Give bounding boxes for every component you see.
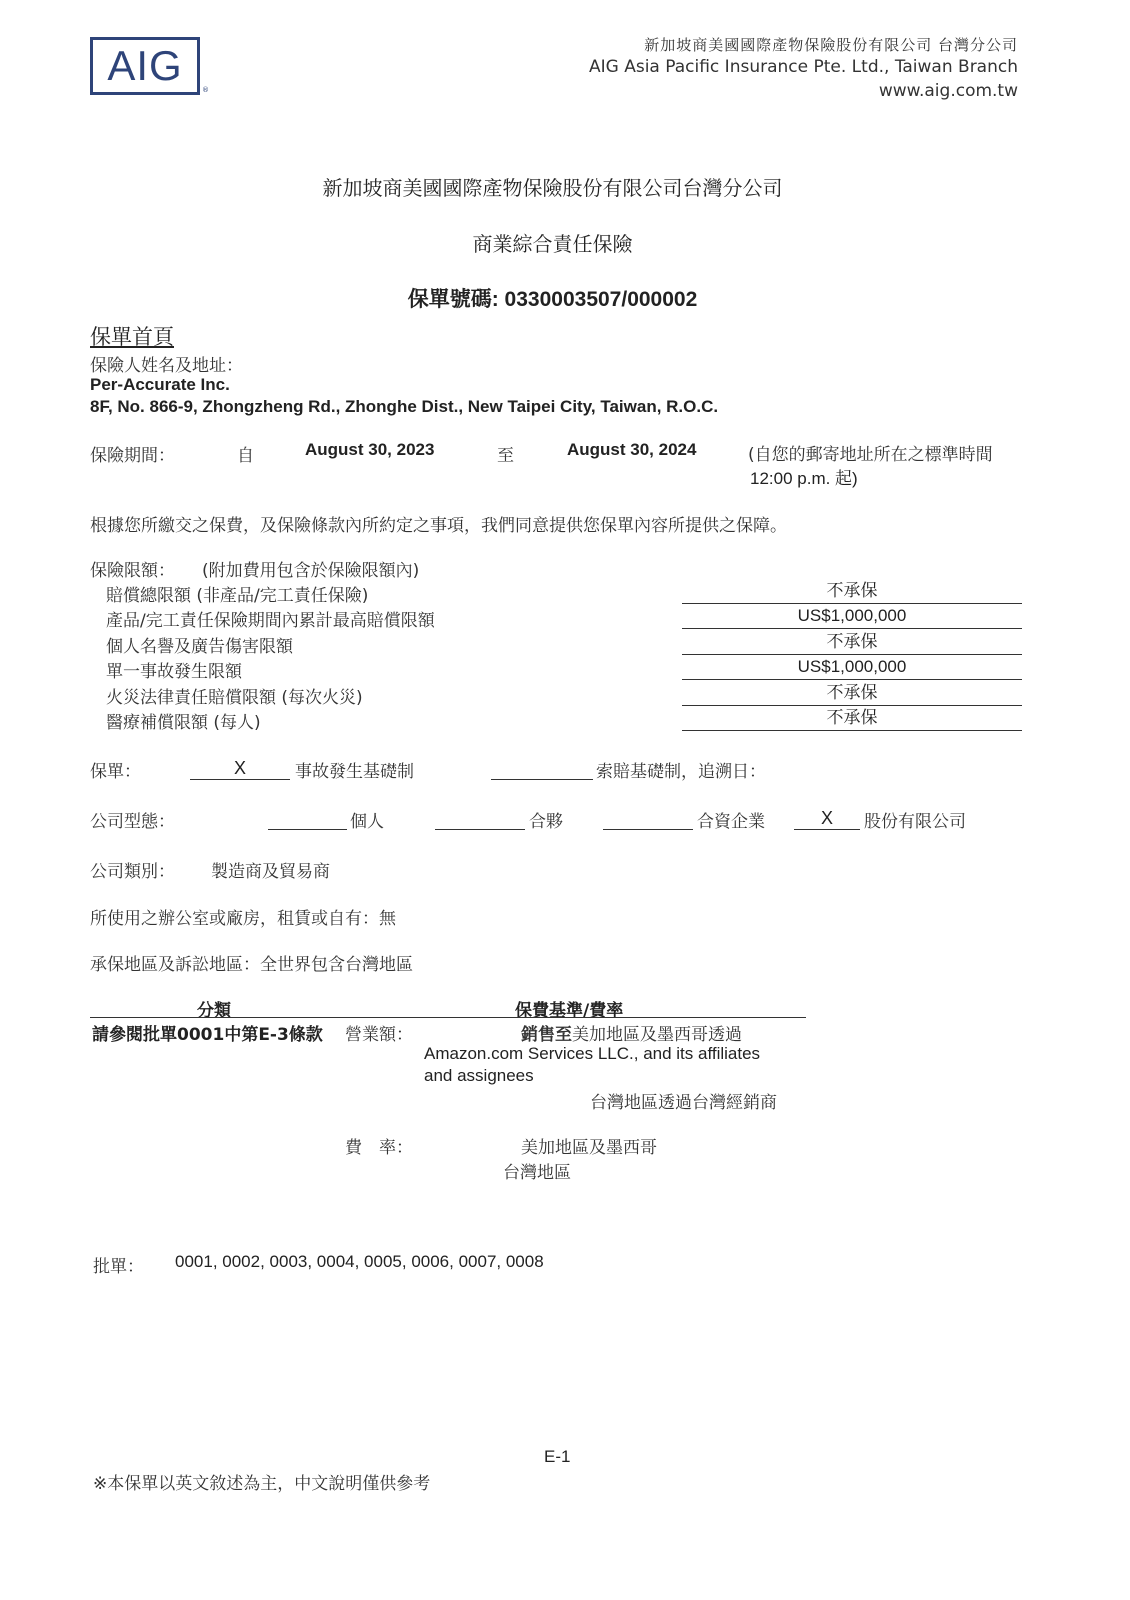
limit-label-fire-legal: 火災法律責任賠償限額 (每次火災) xyxy=(106,688,363,708)
period-label: 保險期間： xyxy=(90,446,175,466)
company-type-corporation: 股份有限公司 xyxy=(864,812,966,832)
insured-label: 保險人姓名及地址： xyxy=(90,356,243,376)
limit-value-each-occurrence: US$1,000,000 xyxy=(682,656,1022,680)
aig-logo xyxy=(90,37,200,95)
endorsements-label: 批單： xyxy=(93,1257,144,1277)
classification-header: 分類 xyxy=(197,1001,231,1021)
company-type-mark-individual xyxy=(268,807,347,830)
period-note-line2: 12:00 p.m. 起) xyxy=(750,469,858,488)
insured-name: Per-Accurate Inc. xyxy=(90,375,230,394)
limit-label-medical-expense: 醫療補償限額 (每人) xyxy=(106,713,261,733)
company-type-partnership: 合夥 xyxy=(529,812,563,832)
premises-text: 所使用之辦公室或廠房，租賃或自有：無 xyxy=(90,909,396,929)
claims-made-label: 索賠基礎制，追溯日： xyxy=(596,762,766,782)
header-website: www.aig.com.tw xyxy=(878,81,1018,101)
limit-label-each-occurrence: 單一事故發生限額 xyxy=(106,662,242,682)
sales-rest: 美加地區及墨西哥透過 xyxy=(572,1025,742,1045)
insured-address: 8F, No. 866-9, Zhongzheng Rd., Zhonghe Dist., New Taipei City, Taiwan, R.O.C. xyxy=(90,397,719,416)
company-type-label: 公司型態： xyxy=(90,812,175,832)
sales-destination xyxy=(521,1020,742,1045)
footer-note: ※本保單以英文敘述為主，中文說明僅供參考 xyxy=(93,1474,431,1494)
amazon-line1: Amazon.com Services LLC., and its affiliates xyxy=(424,1044,761,1063)
policy-number: 保單號碼: 0330003507/000002 xyxy=(407,288,698,311)
limit-label-products-aggregate: 產品/完工責任保險期間內累計最高賠償限額 xyxy=(106,611,435,631)
amazon-line2: and assignees xyxy=(424,1066,534,1085)
limit-value-general-aggregate: 不承保 xyxy=(682,580,1022,604)
period-note-line1: (自您的郵寄地址所在之標準時間 xyxy=(748,445,993,465)
period-from-label: 自 xyxy=(237,446,254,466)
territory-text: 承保地區及訴訟地區：全世界包含台灣地區 xyxy=(90,955,413,975)
policy-basis-label: 保單： xyxy=(90,762,141,782)
company-category-value: 製造商及貿易商 xyxy=(211,862,330,882)
limit-value-personal-advertising: 不承保 xyxy=(682,631,1022,655)
period-from-date: August 30, 2023 xyxy=(305,440,435,459)
limit-label-general-aggregate: 賠償總限額 (非產品/完工責任保險) xyxy=(106,586,369,606)
claims-made-mark xyxy=(491,757,593,780)
limits-note: (附加費用包含於保險限額內) xyxy=(202,561,420,581)
product-title: 商業綜合責任保險 xyxy=(472,232,633,256)
company-type-individual: 個人 xyxy=(350,812,384,832)
limit-value-medical-expense: 不承保 xyxy=(682,707,1022,731)
company-type-mark-partnership xyxy=(435,807,525,830)
limit-value-products-aggregate: US$1,000,000 xyxy=(682,605,1022,629)
rate-label: 費 率： xyxy=(345,1138,413,1158)
agreement-text: 根據您所繳交之保費，及保險條款內所約定之事項，我們同意提供您保單內容所提供之保障。 xyxy=(90,516,787,536)
table-header-rule xyxy=(90,1017,806,1018)
company-category-label: 公司類別： xyxy=(90,862,175,882)
limit-label-personal-advertising: 個人名譽及廣告傷害限額 xyxy=(106,637,293,657)
occurrence-mark: X xyxy=(190,757,290,780)
premium-basis-header: 保費基準/費率 xyxy=(515,1001,624,1021)
revenue-label: 營業額： xyxy=(345,1025,413,1045)
limit-value-fire-legal: 不承保 xyxy=(682,682,1022,706)
company-type-mark-corporation: X xyxy=(794,807,860,830)
taiwan-distributor: 台灣地區透過台灣經銷商 xyxy=(590,1093,777,1113)
classification-reference: 請參閱批單0001中第E-3條款 xyxy=(92,1025,323,1045)
company-type-joint-venture: 合資企業 xyxy=(697,812,765,832)
header-company-cn: 新加坡商美國國際產物保險股份有限公司 台灣分公司 xyxy=(644,36,1018,54)
company-type-mark-joint-venture xyxy=(603,807,693,830)
company-title: 新加坡商美國國際產物保險股份有限公司台灣分公司 xyxy=(322,176,783,200)
limits-label: 保險限額： xyxy=(90,561,175,581)
registered-mark: ® xyxy=(202,86,209,94)
section-heading: 保單首頁 xyxy=(90,325,174,349)
period-to-label: 至 xyxy=(497,446,514,466)
rate-line1: 美加地區及墨西哥 xyxy=(521,1138,657,1158)
page-number: E-1 xyxy=(544,1447,571,1466)
occurrence-label: 事故發生基礎制 xyxy=(295,762,414,782)
logo-text: AIG xyxy=(107,42,183,89)
header-company-en: AIG Asia Pacific Insurance Pte. Ltd., Taiwan Branch xyxy=(589,57,1018,77)
rate-line2: 台灣地區 xyxy=(503,1163,571,1183)
period-to-date: August 30, 2024 xyxy=(567,440,697,459)
sales-bold: 銷售至 xyxy=(521,1025,572,1045)
endorsements-value: 0001, 0002, 0003, 0004, 0005, 0006, 0007, 0008 xyxy=(175,1252,544,1271)
